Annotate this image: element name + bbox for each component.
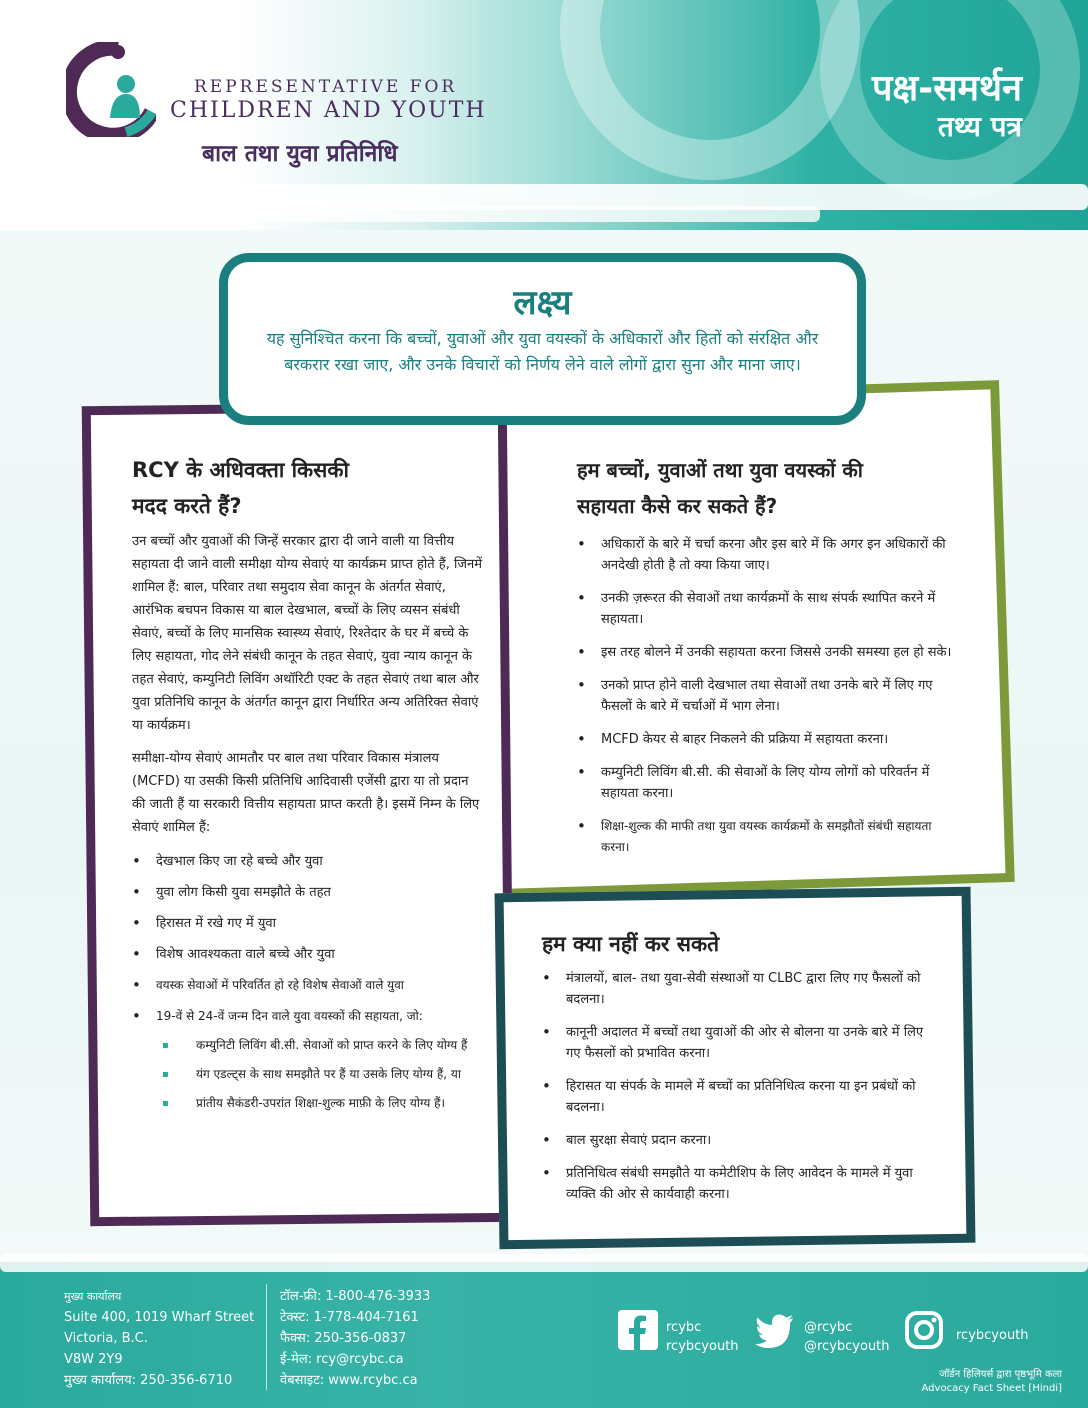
address-line: V8W 2Y9 — [64, 1352, 123, 1367]
list-item: • हिरासत में रखे गए में युवा — [132, 913, 484, 934]
how-we-help-section — [577, 452, 959, 858]
goal-box — [219, 253, 866, 425]
section-heading: RCY के अधिवक्ता किसकी — [132, 458, 349, 482]
instagram-icon[interactable] — [904, 1310, 944, 1350]
email-link[interactable]: ई-मेल: rcy@rcybc.ca — [280, 1352, 404, 1367]
address-block — [64, 1286, 254, 1391]
document-name: Advocacy Fact Sheet [Hindi] — [921, 1383, 1062, 1394]
list-item: • इस तरह बोलने में उनकी सहायता करना जिससे उनकी समस्या हल हो सके। — [577, 642, 959, 663]
art-credit: जॉर्डन हिलियर्स द्वारा पृष्ठभूमि कला — [939, 1369, 1062, 1380]
contact-block — [280, 1286, 430, 1391]
twitter-icon[interactable] — [752, 1310, 798, 1350]
what-we-cannot-section — [542, 926, 940, 1205]
list-item: • कम्युनिटी लिविंग बी.सी. की सेवाओं के लिए योग्य लोगों को परिवर्तन में सहायता करना। — [577, 762, 959, 804]
twitter-handle[interactable]: @rcybcyouth — [804, 1339, 890, 1354]
sub-list-item: ▪ यंग एडल्ट्स के साथ समझौते पर हैं या उसके लिए योग्य हैं, या — [162, 1064, 484, 1085]
address-line: Victoria, B.C. — [64, 1331, 148, 1346]
facebook-icon[interactable] — [618, 1310, 658, 1350]
rcy-logo-icon — [66, 42, 156, 137]
sub-list-item: ▪ प्रांतीय सैकंडरी-उपरांत शिक्षा-शुल्क माफ़ी के लिए योग्य हैं। — [162, 1093, 484, 1114]
org-name-hindi: बाल तथा युवा प्रतिनिधि — [202, 141, 398, 167]
twitter-handle[interactable]: @rcybc — [804, 1320, 853, 1335]
footer-divider — [266, 1284, 267, 1390]
page-subtitle: तथ्य पत्र — [937, 110, 1022, 143]
goal-heading: लक्ष्य — [513, 283, 572, 323]
address-line: Suite 400, 1019 Wharf Street — [64, 1310, 255, 1325]
goal-text: यह सुनिश्चित करना कि बच्चों, युवाओं और युवा वयस्कों के अधिकारों और हितों को संरक्षित और बरकरार रखा जाए, और उनके विचारों को निर्णय लेने वाले लोगों द्वारा सुना और माना जाए। — [266, 329, 819, 374]
facebook-handles[interactable] — [666, 1318, 739, 1356]
facebook-handle[interactable]: rcybcyouth — [666, 1339, 739, 1354]
list-item: • उनकी ज़रूरत की सेवाओं तथा कार्यक्रमों के साथ संपर्क स्थापित करने में सहायता। — [577, 588, 959, 630]
org-name-line2: CHILDREN AND YOUTH — [170, 98, 487, 123]
paragraph: उन बच्चों और युवाओं की जिन्हें सरकार द्वारा दी जाने वाली या वित्तीय सहायता दी जाने वाली समीक्षा योग्य सेवाएं या कार्यक्रम प्राप्त होते हैं, जिनमें शामिल हैं: बाल, परिवार तथा समुदाय सेवा कानून के अंतर्गत सेवाएं, आरंभिक बचपन विकास या बाल देखभाल, बच्चों के लिए व्यसन संबंधी सेवाएं, बच्चों के लिए मानसिक स्वास्थ्य सेवाएं, रिश्तेदार के घर में बच्चे के लिए सहायता, गोद लेने संबंधी कानून के तहत सेवाएं, युवा न्याय कानून के तहत सेवाएं, कम्युनिटी लिविंग अथॉरिटी एक्ट के तहत सेवाएं तथा बाल और युवा प्रतिनिधि कानून के अंतर्गत कानून द्वारा निर्धारित अन्य अतिरिक्त सेवाएं या कार्यक्रम। — [132, 534, 482, 733]
facebook-handle[interactable]: rcybc — [666, 1320, 702, 1335]
list-item: • वयस्क सेवाओं में परिवर्तित हो रहे विशेष सेवाओं वाले युवा — [132, 975, 484, 996]
page-title: पक्ष-समर्थन — [871, 68, 1022, 109]
twitter-handles[interactable] — [804, 1318, 890, 1356]
fax-number: फैक्स: 250-356-0837 — [280, 1331, 407, 1346]
list-item: • उनको प्राप्त होने वाली देखभाल तथा सेवाओं तथा उनके बारे में लिए गए फैसलों के बारे में चर्चाओं में भाग लेना। — [577, 675, 959, 717]
list-item: • युवा लोग किसी युवा समझौते के तहत — [132, 882, 484, 903]
org-name-line1: REPRESENTATIVE FOR — [194, 77, 458, 97]
list-item: • कानूनी अदालत में बच्चों तथा युवाओं की ओर से बोलना या उनके बारे में लिए गए फैसलों को प्रभावित करना। — [542, 1022, 940, 1064]
footer-credit — [922, 1368, 1062, 1396]
list-item: • 19-वें से 24-वें जन्म दिन वाले युवा वयस्कों की सहायता, जो: — [132, 1006, 484, 1027]
office-phone: मुख्य कार्यालय: 250-356-6710 — [64, 1373, 233, 1388]
list-item: • शिक्षा-शुल्क की माफी तथा युवा वयस्क कार्यक्रमों के समझौतों संबंधी सहायता करना। — [577, 816, 959, 858]
section-heading: हम क्या नहीं कर सकते — [542, 932, 720, 956]
paragraph: समीक्षा-योग्य सेवाएं आमतौर पर बाल तथा परिवार विकास मंत्रालय (MCFD) या उसकी किसी प्रतिनिधि आदिवासी एजेंसी द्वारा या तो प्रदान की जाती हैं या सरकारी वित्तीय सहायता प्राप्त करती है। इसमें निम्न के लिए सेवाएं शामिल हैं: — [132, 751, 480, 835]
brush-stroke — [0, 1254, 1088, 1272]
address-label: मुख्य कार्यालय — [64, 1290, 122, 1303]
section-heading: सहायता कैसे कर सकते हैं? — [577, 494, 778, 518]
list-item: • बाल सुरक्षा सेवाएं प्रदान करना। — [542, 1130, 940, 1151]
list-item: • हिरासत या संपर्क के मामले में बच्चों का प्रतिनिधित्व करना या इन प्रबंधों को बदलना। — [542, 1076, 940, 1118]
list-item: • अधिकारों के बारे में चर्चा करना और इस बारे में कि अगर इन अधिकारों की अनदेखी होती है तो क्या किया जाए। — [577, 534, 959, 576]
list-item: • विशेष आवश्यकता वाले बच्चे और युवा — [132, 944, 484, 965]
brush-stroke — [200, 206, 820, 222]
sub-list-item: ▪ कम्युनिटी लिविंग बी.सी. सेवाओं को प्राप्त करने के लिए योग्य हैं — [162, 1035, 484, 1056]
who-we-help-section — [132, 452, 484, 1114]
list-item: • मंत्रालयों, बाल- तथा युवा-सेवी संस्थाओं या CLBC द्वारा लिए गए फैसलों को बदलना। — [542, 968, 940, 1010]
text-number: टेक्स्ट: 1-778-404-7161 — [280, 1310, 419, 1325]
list-item: • देखभाल किए जा रहे बच्चे और युवा — [132, 851, 484, 872]
website-link[interactable]: वेबसाइट: www.rcybc.ca — [280, 1373, 418, 1388]
section-heading: मदद करते हैं? — [132, 494, 242, 518]
list-item: • MCFD केयर से बाहर निकलने की प्रक्रिया में सहायता करना। — [577, 729, 959, 750]
tollfree-number: टॉल-फ्री: 1-800-476-3933 — [280, 1289, 431, 1304]
list-item: • प्रतिनिधित्व संबंधी समझौते या कमेटीशिप के लिए आवेदन के मामले में युवा व्यक्ति की ओर से कार्यवाही करना। — [542, 1163, 940, 1205]
instagram-handle[interactable]: rcybcyouth — [956, 1328, 1029, 1343]
section-heading: हम बच्चों, युवाओं तथा युवा वयस्कों की — [577, 458, 863, 482]
